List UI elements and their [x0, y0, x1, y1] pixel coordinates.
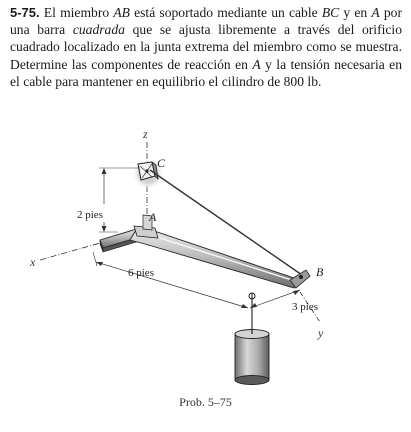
- problem-statement: [10, 4, 402, 90]
- member-ab-label: AB: [113, 5, 130, 20]
- point-b-label: B: [316, 265, 324, 279]
- point-a-label-2: A: [252, 56, 261, 72]
- dim-6pies-label: 6 pies: [128, 267, 154, 279]
- problem-text-2: está soportado mediante un cable: [129, 5, 322, 20]
- problem-text-3: y en: [339, 5, 372, 20]
- problem-number: 5-75.: [10, 5, 40, 20]
- figure-caption: Prob. 5–75: [179, 395, 232, 409]
- cuadrada-emphasis: cuadrada: [72, 22, 125, 38]
- z-axis-label: z: [143, 127, 148, 141]
- problem-text-1: El miembro: [39, 5, 114, 20]
- figure-diagram: [0, 118, 411, 432]
- member-ab: [130, 215, 300, 288]
- dim-2pies-label: 2 pies: [77, 209, 103, 221]
- cylinder-800lb: [235, 330, 269, 385]
- point-a-label-fig: A: [149, 210, 157, 224]
- point-c-label: C: [157, 156, 166, 170]
- y-axis-label: y: [318, 326, 324, 340]
- problem-text-6: y la tensión necesaria en el cable para mantener en equilibrio el cilindro de 800 lb.: [10, 56, 402, 89]
- x-axis-label: x: [30, 255, 36, 269]
- problem-text-5: que se ajusta libremente a través del orificio cuadrado localizado en la junta extrema del miembro como se muestra. Determine las componentes de reacción en: [10, 22, 402, 72]
- problem-text-4: por una barra: [10, 5, 402, 38]
- cable-bc-label: BC: [321, 5, 340, 20]
- dim-3pies-label: 3 pies: [292, 301, 318, 313]
- point-a-label: A: [371, 5, 380, 20]
